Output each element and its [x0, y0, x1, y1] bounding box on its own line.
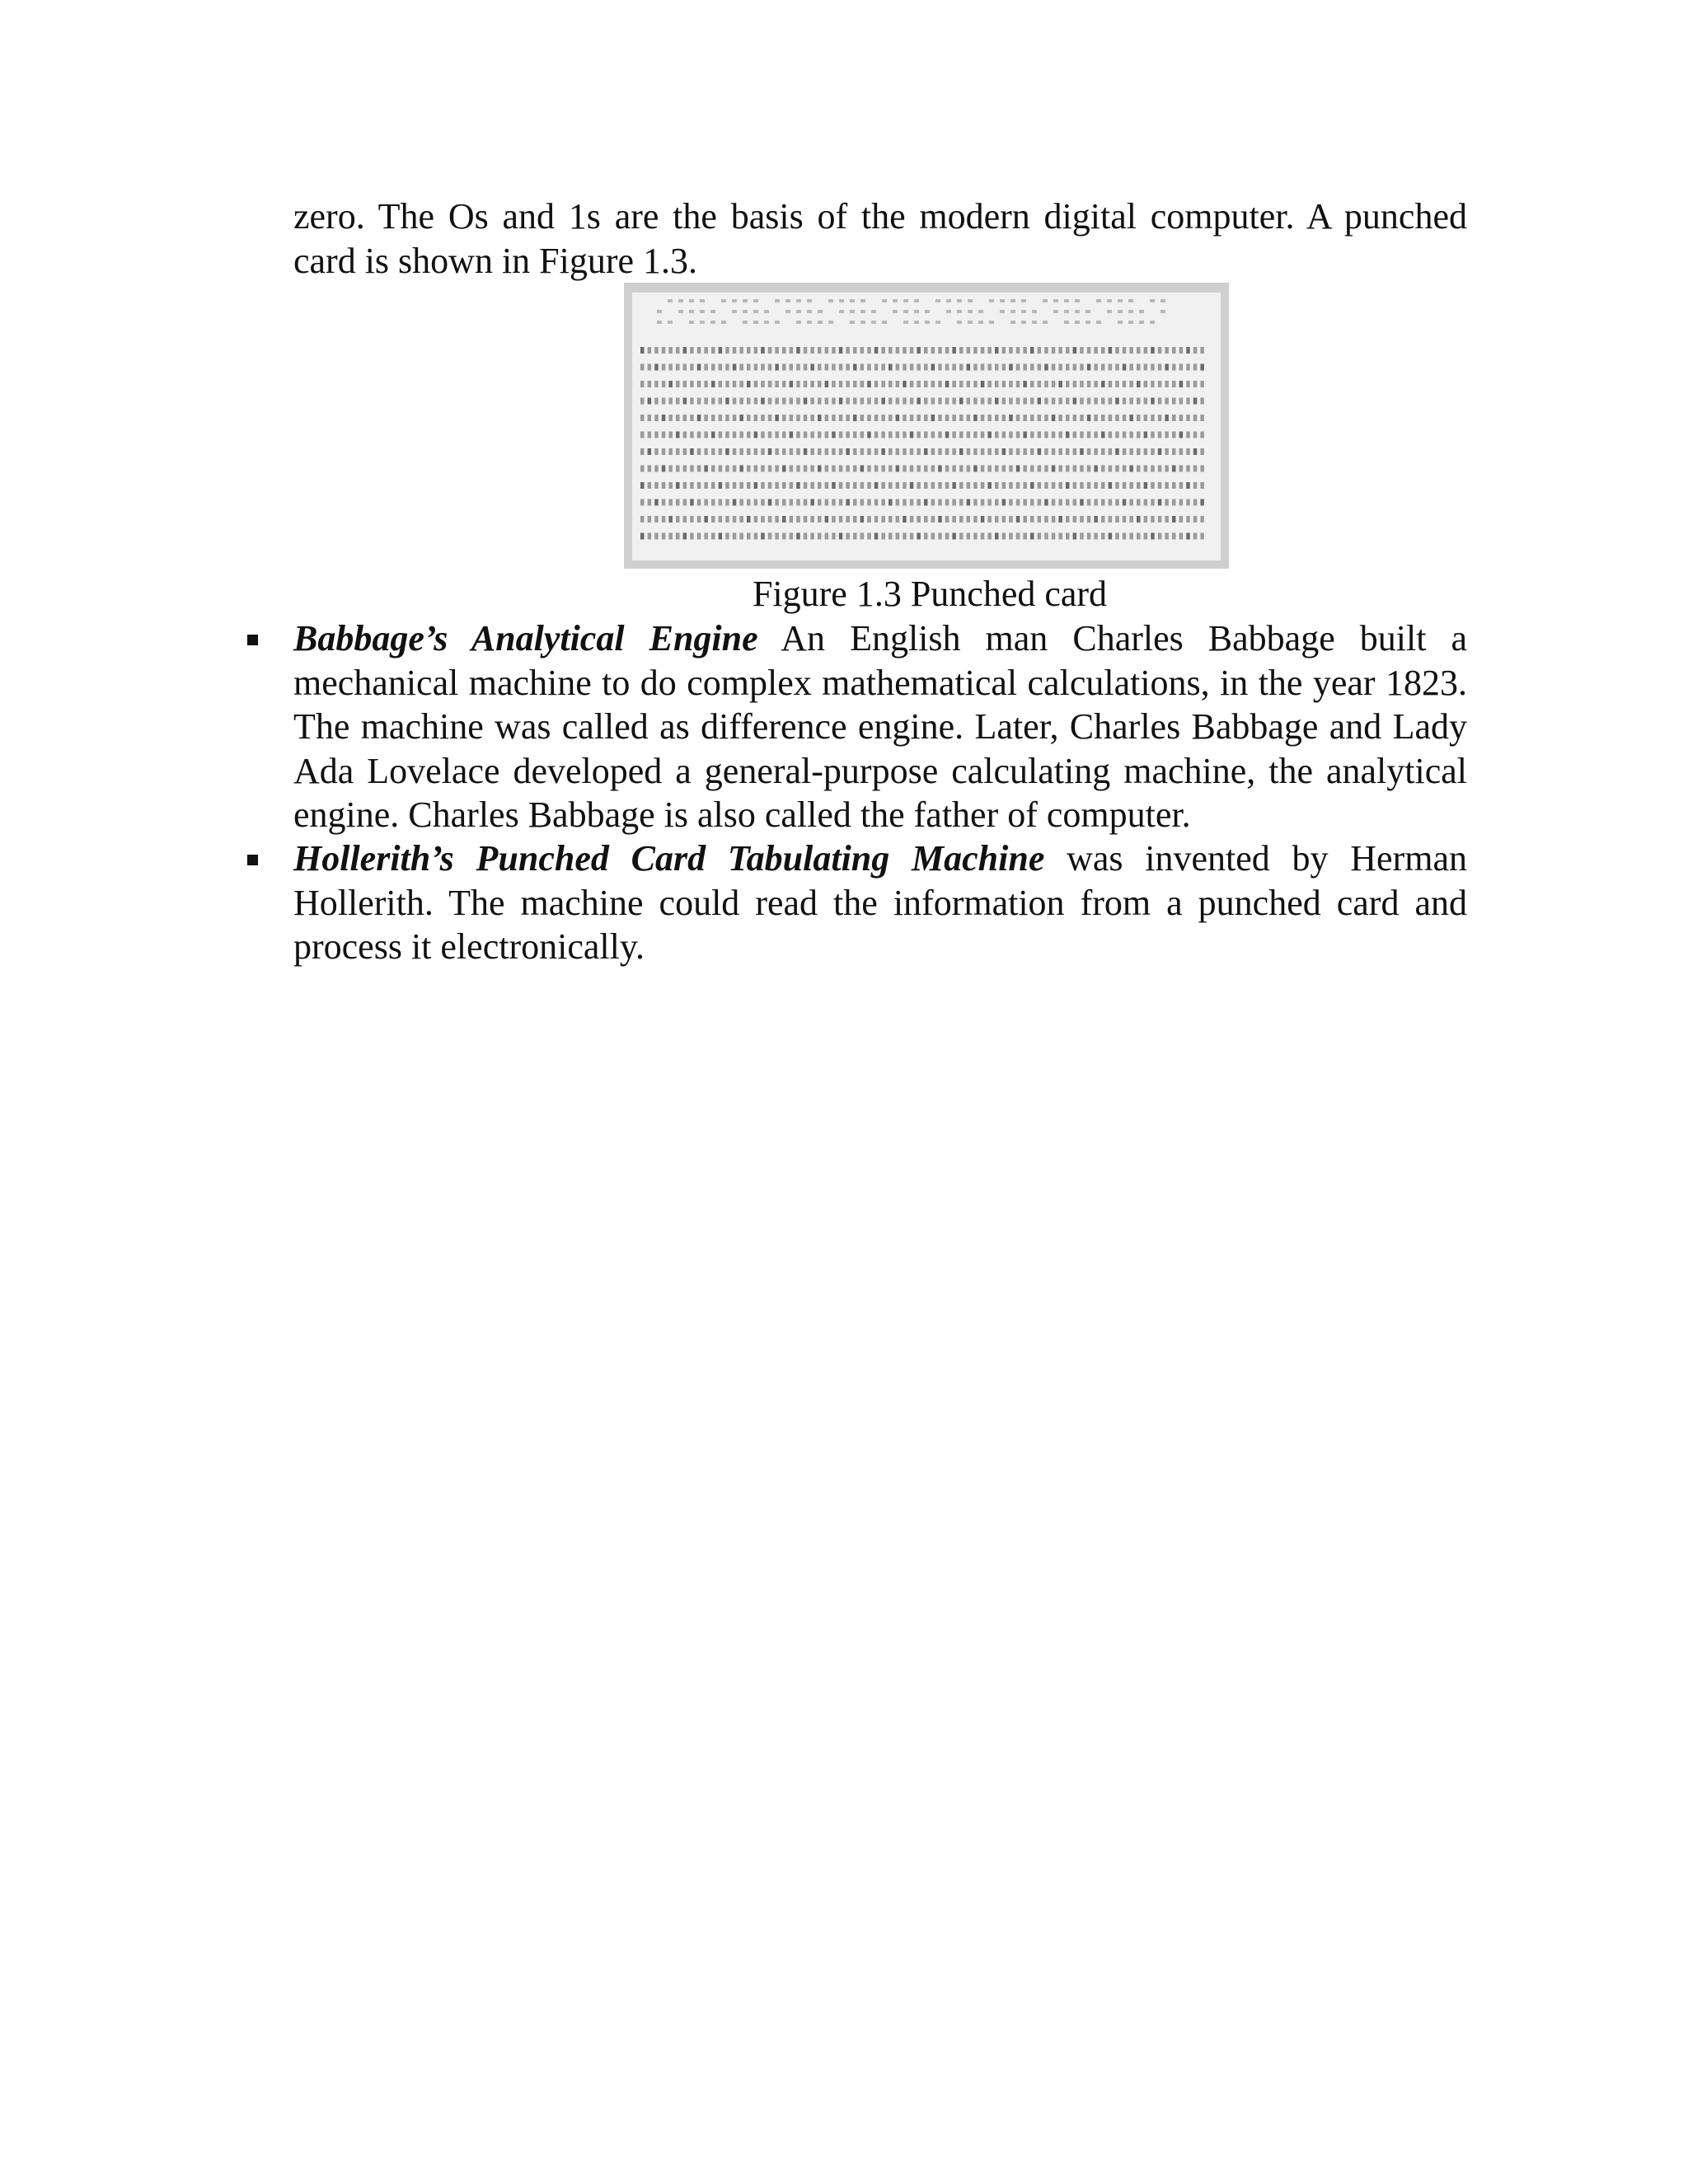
list-item-body: was invented by Herman Hollerith. The machine could read the information from a punched card and process it electronically. [293, 838, 1467, 967]
list-item-text [293, 837, 1467, 969]
list-item-body: An English man Charles Babbage built a mechanical machine to do complex mathematical calculations, in the year 1823. The machine was called as difference engine. Later, Charles Babbage and Lady Ada Lovelace developed a general-purpose calculating machine, the analytical engine. Charles Babbage is also called the father of computer. [293, 618, 1467, 835]
list-item-term: Babbage’s Analytical Engine [293, 618, 758, 658]
list-item-term: Hollerith’s Punched Card Tabulating Machine [293, 838, 1045, 879]
bullet-square-icon [247, 635, 258, 645]
intro-paragraph: zero. The Os and 1s are the basis of the modern digital computer. A punched card is shown in Figure 1.3. [293, 196, 1467, 281]
figure-caption: Figure 1.3 Punched card [752, 574, 1108, 614]
bullet-square-icon [247, 855, 258, 865]
punched-card-image [624, 283, 1229, 569]
punched-card-illustration [624, 283, 1229, 569]
list-item-text [293, 616, 1467, 837]
